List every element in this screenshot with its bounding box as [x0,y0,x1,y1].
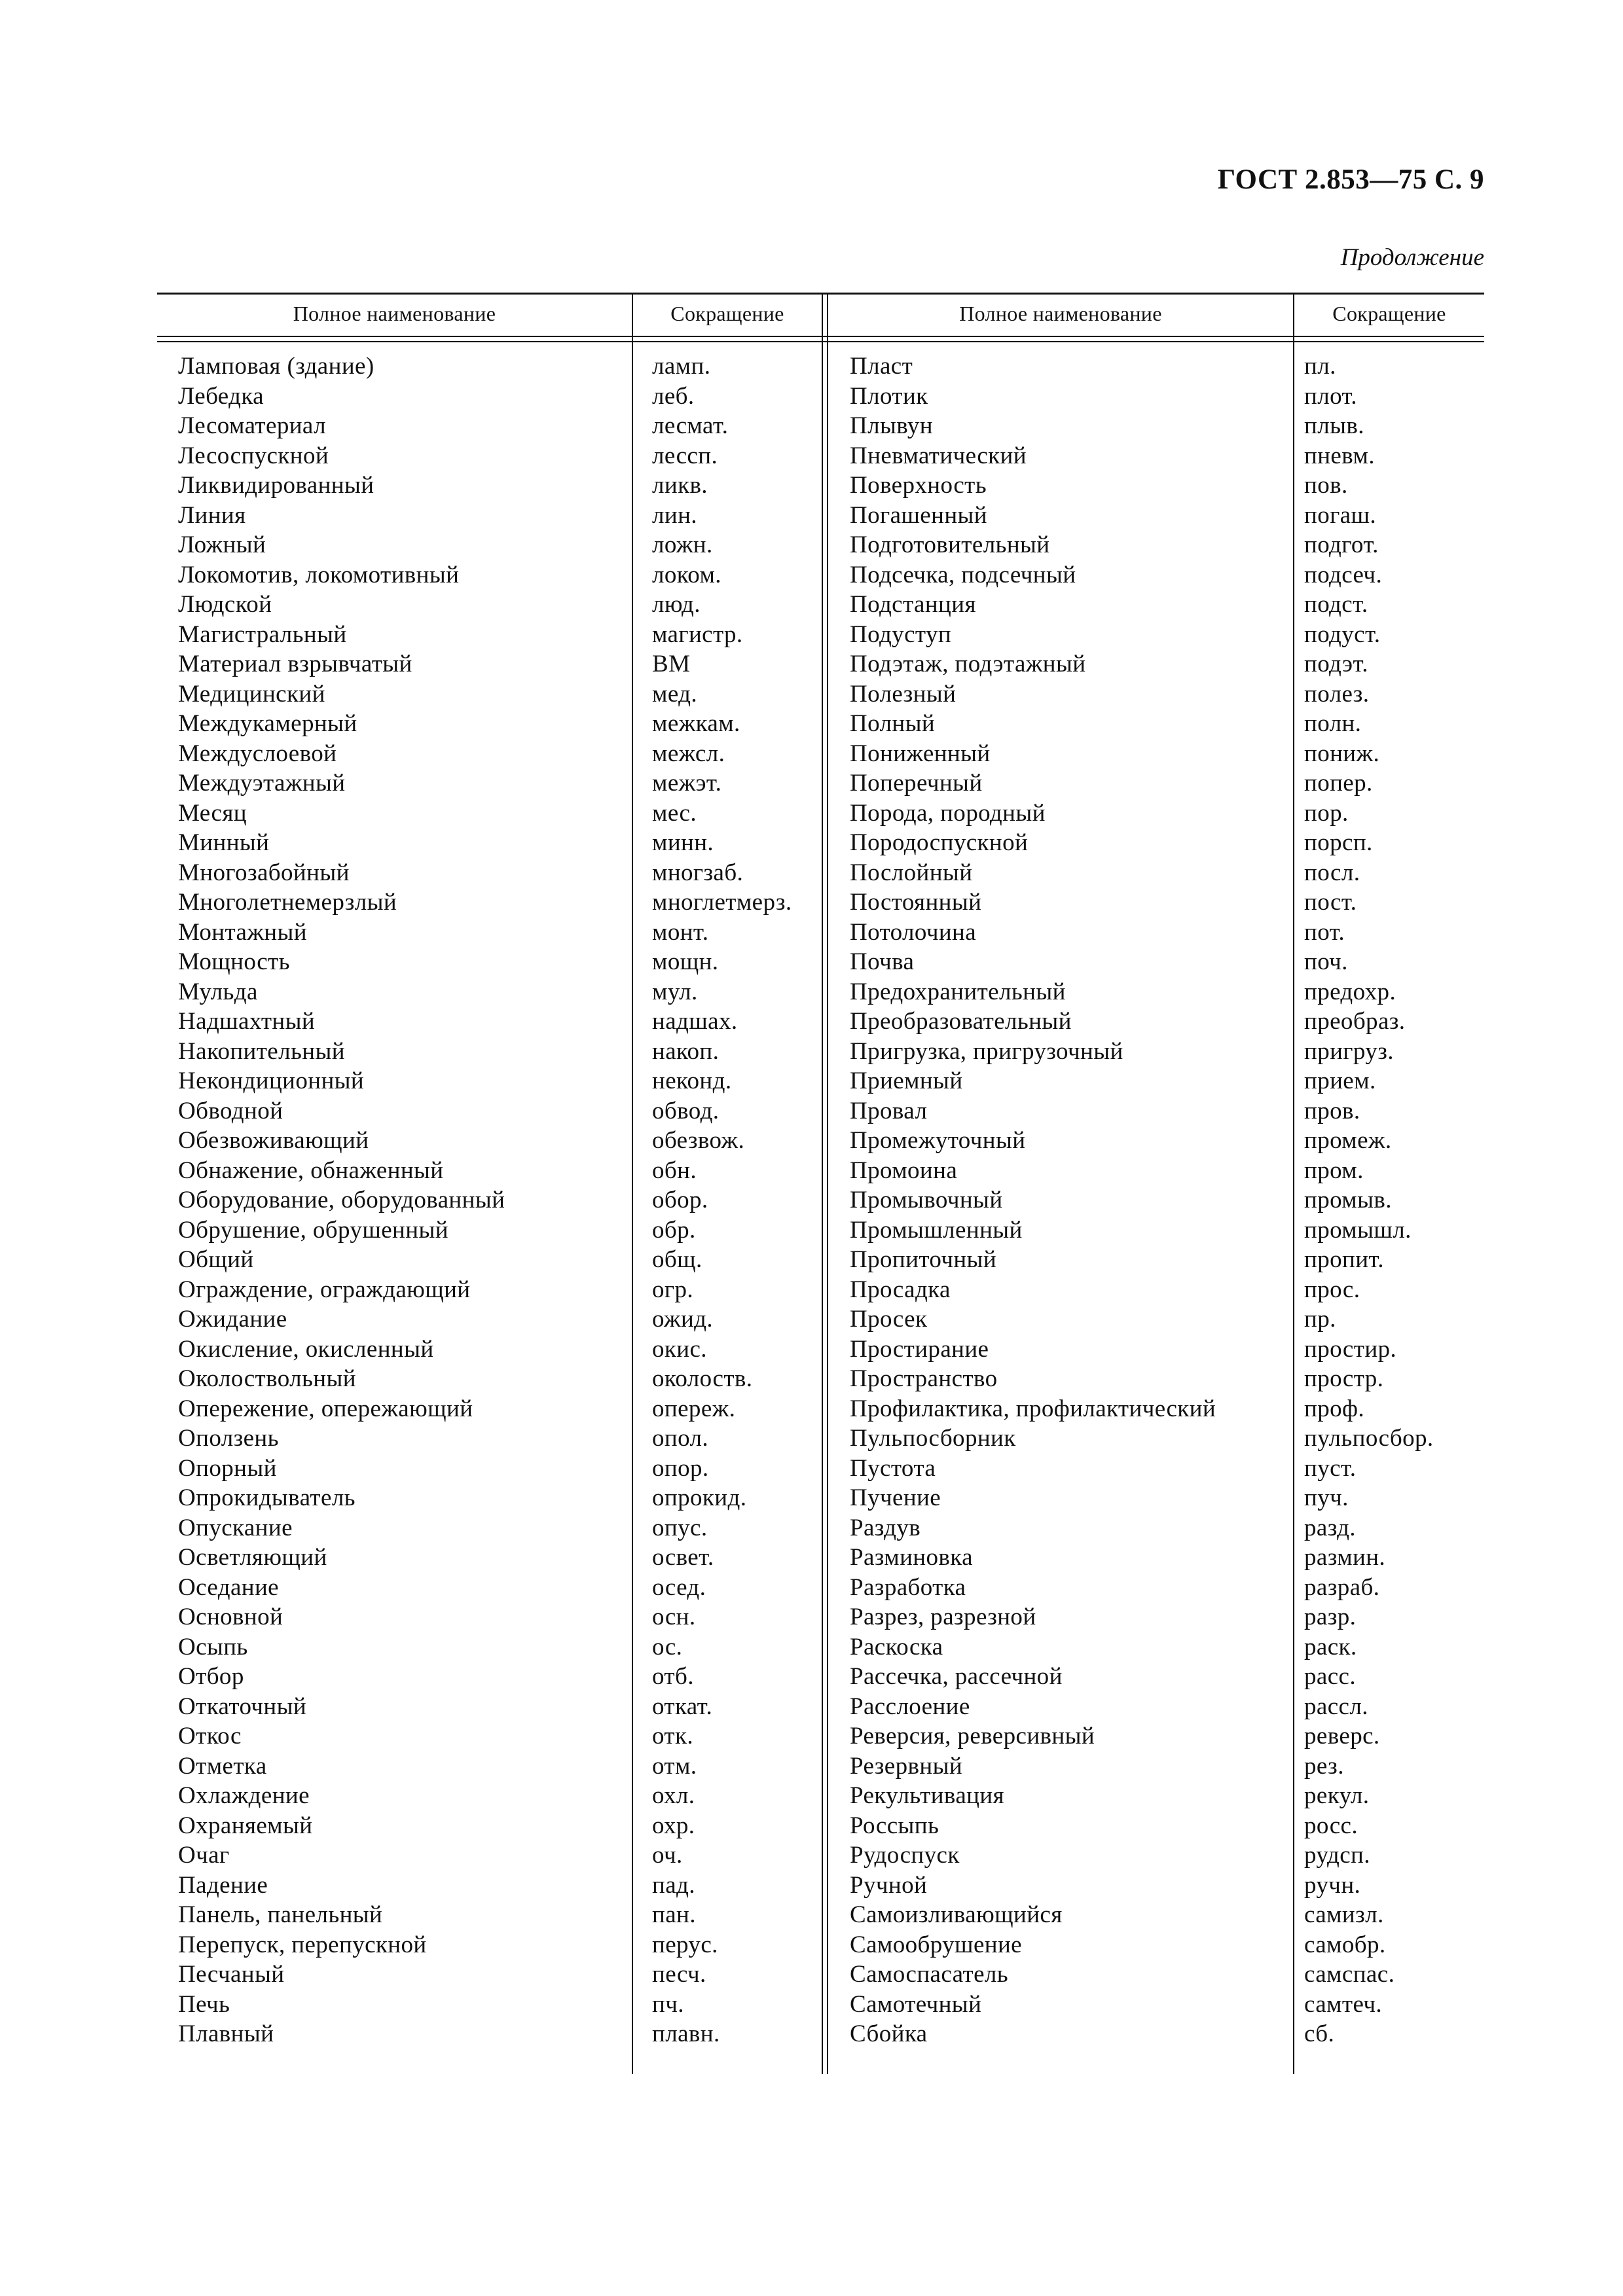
full-name-cell: Самотечный [850,1990,982,2018]
abbreviation-cell: ликв. [652,472,708,499]
full-name-cell: Материал взрывчатый [178,651,412,677]
abbreviation-cell: разд. [1304,1514,1356,1541]
abbreviation-cell: пч. [652,1990,684,2018]
full-name-cell: Пульпосборник [850,1425,1016,1452]
left-names-column [178,351,505,2049]
full-name-cell: Общий [178,1246,254,1273]
full-name-cell: Плывун [850,412,933,439]
full-name-cell: Ограждение, ограждающий [178,1276,471,1303]
abbreviation-cell: подсеч. [1304,561,1383,588]
full-name-cell: Разработка [850,1573,966,1601]
full-name-cell: Опорный [178,1454,277,1482]
abbreviation-cell: люд. [652,591,701,618]
abbreviation-cell: пневм. [1304,442,1375,469]
abbreviation-cell: полн. [1304,710,1362,737]
full-name-cell: Месяц [178,799,247,827]
abbreviation-cell: мул. [652,978,698,1005]
abbreviation-cell: самспас. [1304,1961,1395,1988]
abbreviation-cell: обр. [652,1216,696,1244]
abbreviation-cell: мощн. [652,948,719,975]
abbreviation-cell: пот. [1304,918,1345,946]
abbreviation-cell: реверс. [1304,1723,1380,1749]
abbreviation-cell: промыв. [1304,1187,1392,1213]
full-name-cell: Мощность [178,948,290,975]
abbreviation-cell: ламп. [652,353,711,380]
full-name-cell: Промежуточный [850,1127,1026,1154]
abbreviation-cell: мед. [652,680,698,708]
full-name-cell: Отметка [178,1752,267,1780]
full-name-cell: Плавный [178,2020,274,2047]
abbreviation-cell: поч. [1304,948,1348,975]
full-name-cell: Многолетнемерзлый [178,889,397,916]
abbreviation-cell: мес. [652,799,697,827]
full-name-cell: Пласт [850,353,913,380]
full-name-cell: Пучение [850,1484,941,1511]
full-name-cell: Откаточный [178,1693,307,1720]
full-name-cell: Пониженный [850,740,991,767]
full-name-cell: Профилактика, профилактический [850,1395,1216,1422]
abbreviation-cell: опор. [652,1454,709,1482]
full-name-cell: Резервный [850,1752,963,1780]
full-name-cell: Подстанция [850,591,976,618]
page-title: ГОСТ 2.853—75 С. 9 [1217,164,1484,195]
abbreviation-cell: подуст. [1304,620,1381,648]
abbreviation-cell: межэт. [652,770,722,797]
abbreviation-cell: охл. [652,1782,695,1809]
header-abbr-right: Сокращение [1332,302,1446,325]
right-abbr-column [1304,351,1434,2049]
full-name-cell: Ложный [178,531,266,558]
abbreviation-cell: опереж. [652,1395,736,1422]
full-name-cell: Разминовка [850,1544,973,1571]
full-name-cell: Пространство [850,1365,998,1392]
abbreviation-cell: пров. [1304,1097,1360,1124]
abbreviation-cell: прос. [1304,1276,1360,1303]
full-name-cell: Перепуск, перепускной [178,1931,427,1958]
abbreviation-cell: леб. [652,382,695,410]
full-name-cell: Околоствольный [178,1365,356,1392]
full-name-cell: Породоспускной [850,829,1029,856]
abbreviation-cell: обн. [652,1157,697,1184]
abbreviation-cell: самтеч. [1304,1990,1383,2018]
full-name-cell: Лесоматериал [178,412,326,439]
abbreviation-cell: лессп. [652,442,718,469]
full-name-cell: Некондиционный [178,1067,365,1094]
abbreviation-cell: рудсп. [1304,1842,1370,1869]
abbreviation-cell: рассл. [1304,1693,1368,1720]
full-name-cell: Оседание [178,1573,280,1601]
full-name-cell: Ручной [850,1871,928,1899]
abbreviation-cell: промеж. [1304,1127,1392,1154]
abbreviation-cell: отм. [652,1752,697,1780]
full-name-cell: Пропиточный [850,1246,997,1273]
abbreviation-cell: ожид. [652,1306,714,1333]
full-name-cell: Погашенный [850,501,987,529]
full-name-cell: Опережение, опережающий [178,1395,473,1422]
abbreviation-cell: погаш. [1304,501,1377,529]
abbreviation-cell: пр. [1304,1306,1336,1333]
abbreviation-cell: околоств. [652,1365,753,1392]
abbreviation-cell: пригруз. [1304,1037,1394,1065]
header-full-name-right: Полное наименование [959,302,1162,325]
full-name-cell: Расслоение [850,1693,970,1720]
abbreviation-cell: накоп. [652,1037,720,1065]
full-name-cell: Приемный [850,1067,963,1094]
full-name-cell: Людской [178,591,272,618]
full-name-cell: Окисление, окисленный [178,1335,434,1363]
continuation-label: Продолжение [1340,244,1484,271]
full-name-cell: Междукамерный [178,710,357,737]
full-name-cell: Рудоспуск [850,1842,960,1869]
left-abbr-column [652,351,792,2049]
full-name-cell: Опрокидыватель [178,1484,356,1511]
full-name-cell: Просадка [850,1276,951,1303]
full-name-cell: Локомотив, локомотивный [178,561,460,588]
abbreviation-cell: раск. [1304,1633,1357,1660]
full-name-cell: Пригрузка, пригрузочный [850,1037,1123,1065]
full-name-cell: Магистральный [178,620,347,648]
abbreviation-cell: пор. [1304,799,1349,827]
abbreviation-cell: попер. [1304,770,1373,797]
abbreviation-cell: оч. [652,1842,683,1869]
full-name-cell: Монтажный [178,918,307,946]
abbreviation-cell: обор. [652,1187,708,1213]
full-name-cell: Откос [178,1723,242,1749]
abbreviation-cell: ос. [652,1633,683,1660]
full-name-cell: Междуслоевой [178,740,337,767]
full-name-cell: Промоина [850,1157,958,1184]
abbreviation-cell: отб. [652,1663,694,1690]
abbreviation-cell: расс. [1304,1663,1357,1690]
abbreviation-cell: осед. [652,1573,706,1601]
full-name-cell: Рекультивация [850,1782,1004,1809]
full-name-cell: Лебедка [178,382,264,410]
full-name-cell: Реверсия, реверсивный [850,1723,1095,1749]
full-name-cell: Осветляющий [178,1544,327,1571]
abbreviation-cell: опрокид. [652,1484,747,1511]
full-name-cell: Панель, панельный [178,1901,383,1928]
full-name-cell: Песчаный [178,1961,285,1988]
full-name-cell: Основной [178,1604,283,1630]
abbreviation-cell: разраб. [1304,1573,1380,1601]
abbreviation-cell: обезвож. [652,1127,745,1154]
full-name-cell: Плотик [850,382,928,410]
abbreviation-cell: ВМ [652,651,691,677]
full-name-cell: Многозабойный [178,859,350,886]
abbreviation-cell: откат. [652,1693,713,1720]
full-name-cell: Преобразовательный [850,1008,1072,1035]
abbreviation-cell: предохр. [1304,978,1396,1005]
abbreviation-cell: подст. [1304,591,1368,618]
full-name-cell: Печь [178,1990,230,2018]
abbreviation-cell: лесмат. [652,412,729,439]
abbreviation-cell: ложн. [652,531,713,558]
full-name-cell: Медицинский [178,680,325,708]
abbreviation-cell: промышл. [1304,1216,1412,1244]
full-name-cell: Полезный [850,680,957,708]
abbreviation-cell: опол. [652,1425,709,1452]
abbreviation-cell: проф. [1304,1395,1365,1422]
abbreviation-cell: пониж. [1304,740,1380,767]
abbreviation-cell: пропит. [1304,1246,1384,1273]
full-name-cell: Осыпь [178,1633,248,1660]
full-name-cell: Опускание [178,1514,293,1541]
full-name-cell: Ликвидированный [178,472,374,499]
abbreviation-cell: охр. [652,1812,695,1839]
full-name-cell: Самообрушение [850,1931,1022,1958]
abbreviation-cell: подгот. [1304,531,1379,558]
full-name-cell: Охраняемый [178,1812,313,1839]
full-name-cell: Пустота [850,1454,936,1482]
abbreviation-cell: подэт. [1304,651,1368,677]
full-name-cell: Порода, породный [850,799,1046,827]
abbreviation-cell: самизл. [1304,1901,1384,1928]
full-name-cell: Полный [850,710,936,737]
full-name-cell: Послойный [850,859,973,886]
abbreviation-cell: пов. [1304,472,1348,499]
full-name-cell: Поперечный [850,770,983,797]
abbreviation-cell: сб. [1304,2020,1335,2047]
full-name-cell: Самоизливающийся [850,1901,1063,1928]
full-name-cell: Сбойка [850,2020,928,2047]
abbreviation-cell: пульпосбор. [1304,1425,1434,1452]
abbreviation-cell: неконд. [652,1067,732,1094]
abbreviation-cell: общ. [652,1246,702,1273]
full-name-cell: Промывочный [850,1187,1003,1213]
full-name-cell: Надшахтный [178,1008,316,1035]
full-name-cell: Отбор [178,1663,244,1690]
abbreviation-cell: осн. [652,1604,696,1630]
abbreviation-cell: росс. [1304,1812,1359,1839]
full-name-cell: Подуступ [850,620,952,648]
abbreviation-cell: пан. [652,1901,696,1928]
full-name-cell: Рассечка, рассечной [850,1663,1063,1690]
abbreviation-cell: пад. [652,1871,695,1899]
abbreviation-cell: многзаб. [652,859,744,886]
full-name-cell: Простирание [850,1335,989,1363]
full-name-cell: Минный [178,829,270,856]
abbreviation-cell: межкам. [652,710,740,737]
abbreviation-cell: плот. [1304,382,1357,410]
full-name-cell: Лесоспускной [178,442,329,469]
full-name-cell: Линия [178,501,246,529]
column-divider-double [822,293,828,2074]
column-divider [632,293,633,2074]
full-name-cell: Постоянный [850,889,982,916]
full-name-cell: Обводной [178,1097,283,1124]
abbreviation-cell: простр. [1304,1365,1384,1392]
table-header-rule [157,336,1484,342]
full-name-cell: Россыпь [850,1812,939,1839]
abbreviation-cell: монт. [652,918,709,946]
abbreviation-cell: лин. [652,501,697,529]
abbreviation-cell: посл. [1304,859,1360,886]
abbreviation-cell: плавн. [652,2020,720,2047]
full-name-cell: Подэтаж, подэтажный [850,651,1086,677]
abbreviation-cell: пост. [1304,889,1357,916]
abbreviation-cell: обвод. [652,1097,720,1124]
full-name-cell: Промышленный [850,1216,1023,1244]
full-name-cell: Обрушение, обрушенный [178,1216,448,1244]
full-name-cell: Разрез, разрезной [850,1604,1036,1630]
abbreviation-cell: размин. [1304,1544,1386,1571]
full-name-cell: Раскоска [850,1633,943,1660]
full-name-cell: Пневматический [850,442,1027,469]
abbreviation-cell: минн. [652,829,714,856]
full-name-cell: Самоспасатель [850,1961,1009,1988]
full-name-cell: Подсечка, подсечный [850,561,1076,588]
abbreviation-cell: рекул. [1304,1782,1370,1809]
abbreviation-cell: многлетмерз. [652,889,792,916]
full-name-cell: Раздув [850,1514,921,1541]
right-names-column [850,351,1216,2049]
abbreviation-cell: отк. [652,1723,694,1749]
abbreviation-cell: окис. [652,1335,707,1363]
full-name-cell: Поверхность [850,472,987,499]
full-name-cell: Предохранительный [850,978,1066,1005]
abbreviation-cell: прием. [1304,1067,1376,1094]
abbreviation-cell: рез. [1304,1752,1344,1780]
abbreviation-cell: опус. [652,1514,708,1541]
abbreviation-cell: перус. [652,1931,718,1958]
full-name-cell: Междуэтажный [178,770,346,797]
abbreviation-cell: локом. [652,561,721,588]
abbreviation-cell: огр. [652,1276,694,1303]
abbreviation-cell: самобр. [1304,1931,1386,1958]
full-name-cell: Мульда [178,978,258,1005]
full-name-cell: Обезвоживающий [178,1127,369,1154]
full-name-cell: Падение [178,1871,268,1899]
full-name-cell: Оборудование, оборудованный [178,1187,505,1213]
abbreviation-cell: порсп. [1304,829,1373,856]
abbreviation-cell: пуч. [1304,1484,1349,1511]
table-top-rule [157,293,1484,295]
full-name-cell: Потолочина [850,918,977,946]
abbreviation-cell: преобраз. [1304,1008,1406,1035]
abbreviations-table [157,293,1484,2074]
abbreviation-cell: полез. [1304,680,1370,708]
full-name-cell: Обнажение, обнаженный [178,1157,444,1184]
full-name-cell: Накопительный [178,1037,345,1065]
full-name-cell: Оползень [178,1425,279,1452]
abbreviation-cell: пуст. [1304,1454,1357,1482]
full-name-cell: Ламповая (здание) [178,353,374,380]
abbreviation-cell: пл. [1304,353,1336,380]
abbreviation-cell: песч. [652,1961,706,1988]
abbreviation-cell: плыв. [1304,412,1364,439]
abbreviation-cell: разр. [1304,1604,1357,1630]
full-name-cell: Очаг [178,1842,230,1869]
abbreviation-cell: межсл. [652,740,725,767]
full-name-cell: Просек [850,1306,928,1333]
abbreviation-cell: магистр. [652,620,743,648]
full-name-cell: Почва [850,948,915,975]
header-full-name-left: Полное наименование [293,302,496,325]
abbreviation-cell: надшах. [652,1008,738,1035]
full-name-cell: Подготовительный [850,531,1050,558]
full-name-cell: Охлаждение [178,1782,310,1809]
full-name-cell: Провал [850,1097,928,1124]
header-abbr-left: Сокращение [670,302,784,325]
abbreviation-cell: ручн. [1304,1871,1361,1899]
abbreviation-cell: простир. [1304,1335,1397,1363]
abbreviation-cell: освет. [652,1544,714,1571]
abbreviation-cell: пром. [1304,1157,1364,1184]
column-divider [1293,293,1294,2074]
full-name-cell: Ожидание [178,1306,287,1333]
